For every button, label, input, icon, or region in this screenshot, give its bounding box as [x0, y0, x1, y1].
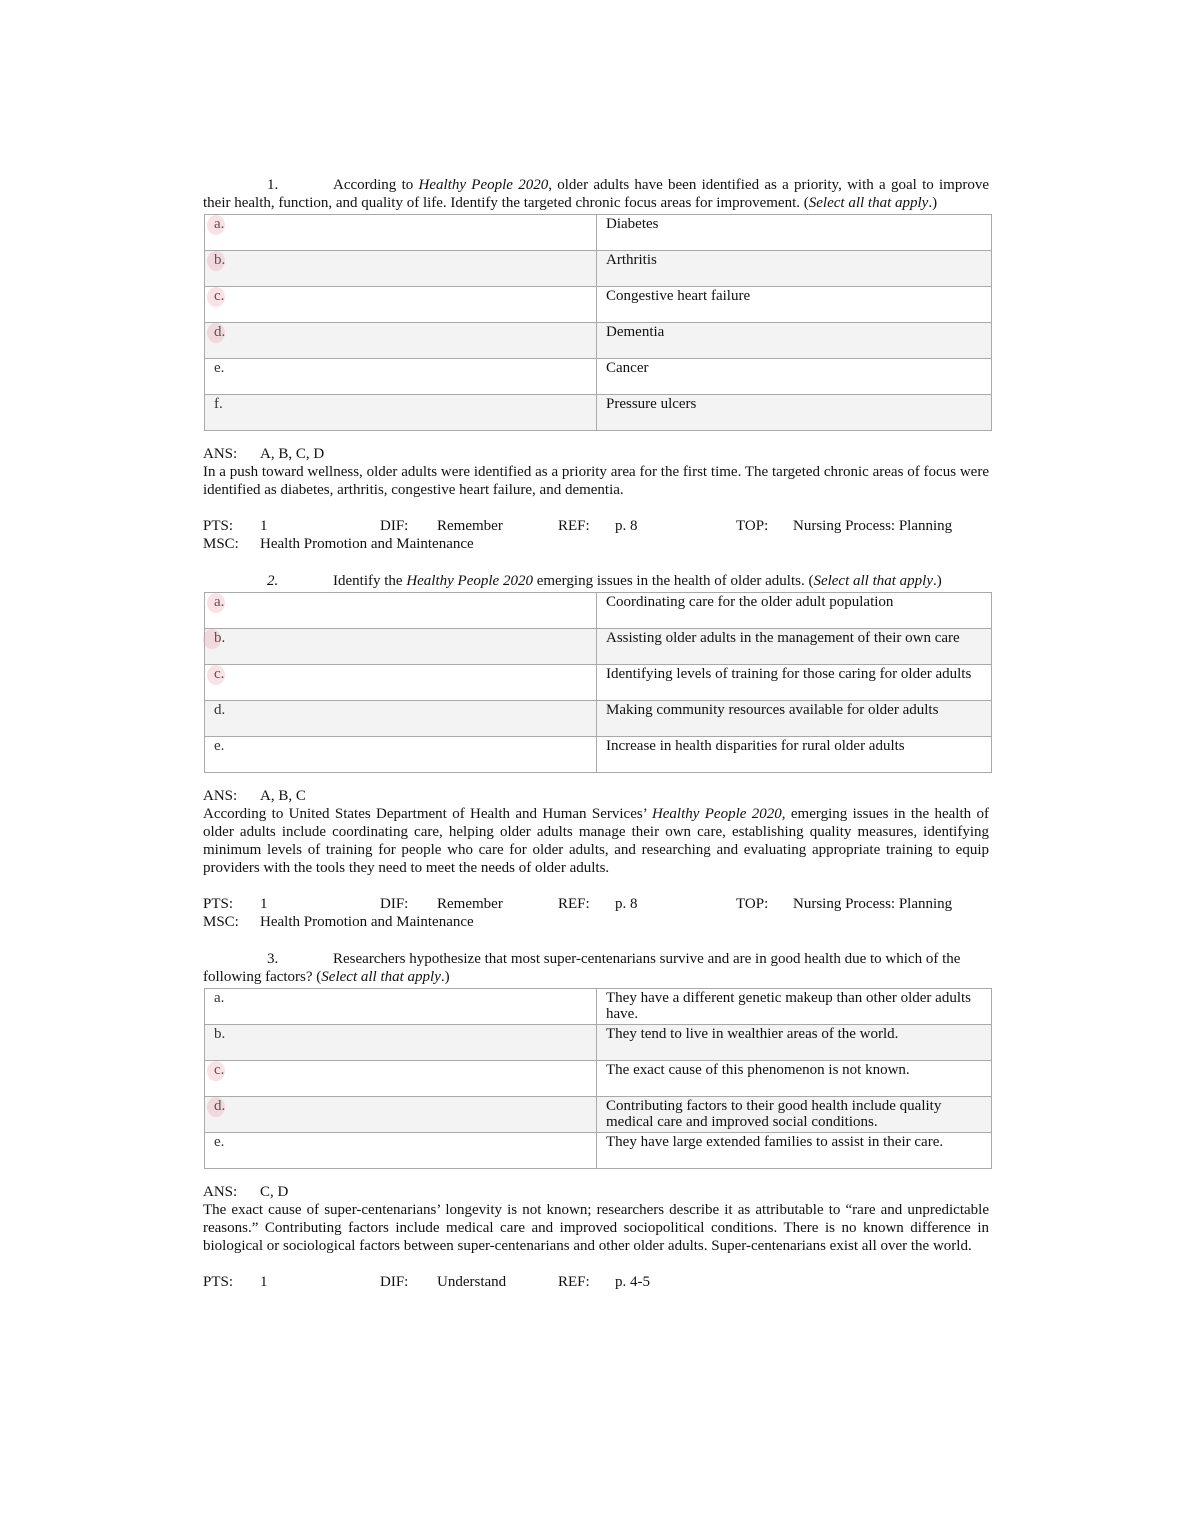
- ref-label: REF:: [558, 518, 590, 534]
- stem-italic: Healthy People 2020: [418, 177, 549, 193]
- rationale-text: According to United States Department of Health and Human Services’: [203, 806, 652, 822]
- ref-value: p. 8: [615, 896, 638, 912]
- option-text: Assisting older adults in the management of their own care: [597, 629, 992, 665]
- option-row[interactable]: [205, 1097, 992, 1133]
- option-row[interactable]: [205, 629, 992, 665]
- options-table: [204, 592, 992, 773]
- stem-text: Identify the: [333, 573, 407, 589]
- msc-value: Health Promotion and Maintenance: [260, 536, 474, 552]
- question-stem: [203, 572, 989, 590]
- msc-label: MSC:: [203, 914, 239, 930]
- pts-value: 1: [260, 896, 268, 912]
- top-label: TOP:: [736, 896, 769, 912]
- option-text: Contributing factors to their good health include quality medical care and improved social conditions.: [597, 1097, 992, 1133]
- answer-highlight-mark: [207, 665, 225, 685]
- top-value: Nursing Process: Planning: [793, 896, 953, 912]
- pts-value: 1: [260, 518, 268, 534]
- top-value: Nursing Process: Planning: [793, 518, 953, 534]
- option-letter: d.: [205, 701, 597, 737]
- rationale: [203, 1201, 989, 1255]
- metadata: [203, 895, 989, 931]
- stem-text: .): [440, 969, 450, 985]
- rationale-text: The exact cause of super-centenarians’ longevity is not known; researchers describe it as attributable to “rare and unpredictable reasons.” Contributing factors include medical care and improved sociopolitical conditions. There is no known difference in biological or sociological factors between super-centenarians and other older adults. Super-centenarians exist all over the world.: [203, 1202, 989, 1254]
- option-row[interactable]: [205, 593, 992, 629]
- rationale: [203, 463, 989, 499]
- option-text: Diabetes: [597, 215, 992, 251]
- metadata: [203, 1273, 989, 1291]
- option-text: The exact cause of this phenomenon is not known.: [597, 1061, 992, 1097]
- option-text: Coordinating care for the older adult population: [597, 593, 992, 629]
- msc-label: MSC:: [203, 536, 239, 552]
- answer-highlight-mark: [203, 629, 221, 649]
- option-text: They have a different genetic makeup than other older adults have.: [597, 989, 992, 1025]
- pts-label: PTS:: [203, 1274, 234, 1290]
- option-row[interactable]: [205, 701, 992, 737]
- answer-value: C, D: [260, 1184, 289, 1200]
- answer-label: ANS:: [203, 788, 238, 804]
- dif-label: DIF:: [380, 518, 409, 534]
- option-letter: b.: [205, 251, 597, 287]
- top-label: TOP:: [736, 518, 769, 534]
- answer-highlight-mark: [207, 251, 225, 271]
- ref-value: p. 8: [615, 518, 638, 534]
- dif-value: Understand: [437, 1274, 507, 1290]
- answer-highlight-mark: [207, 1061, 225, 1081]
- pts-label: PTS:: [203, 518, 234, 534]
- answer-label: ANS:: [203, 1184, 238, 1200]
- option-row[interactable]: [205, 1061, 992, 1097]
- question-stem: [203, 176, 989, 212]
- option-row[interactable]: [205, 287, 992, 323]
- option-text: Congestive heart failure: [597, 287, 992, 323]
- option-text: Making community resources available for older adults: [597, 701, 992, 737]
- stem-text: , older adults have been identified as a priority, with a goal to improve their health, function, and quality of life. Identify the targeted chronic focus areas for improvement. (: [203, 177, 989, 211]
- rationale-italic: Healthy People 2020: [651, 806, 782, 822]
- option-text: Increase in health disparities for rural older adults: [597, 737, 992, 773]
- rationale-text: In a push toward wellness, older adults were identified as a priority area for the first time. The targeted chronic areas of focus were identified as diabetes, arthritis, congestive heart failure, and dementia.: [203, 464, 989, 498]
- dif-label: DIF:: [380, 1274, 409, 1290]
- answer-label: ANS:: [203, 446, 238, 462]
- option-letter: e.: [205, 737, 597, 773]
- option-letter: d.: [205, 1097, 597, 1133]
- options-table: [204, 988, 992, 1169]
- stem-text: emerging issues in the health of older adults. (: [532, 573, 814, 589]
- answer-highlight-mark: [207, 215, 225, 235]
- option-text: Pressure ulcers: [597, 395, 992, 431]
- option-letter: b.: [205, 1025, 597, 1061]
- msc-value: Health Promotion and Maintenance: [260, 914, 474, 930]
- question-2: [203, 572, 989, 931]
- ref-label: REF:: [558, 1274, 590, 1290]
- question-3: [203, 950, 989, 1291]
- stem-text: .): [928, 195, 938, 211]
- answer-highlight-mark: [207, 323, 225, 343]
- question-number: 1.: [267, 177, 279, 193]
- option-row[interactable]: [205, 395, 992, 431]
- option-letter: a.: [205, 215, 597, 251]
- answer-highlight-mark: [207, 287, 225, 307]
- stem-text: According to: [333, 177, 419, 193]
- option-text: Cancer: [597, 359, 992, 395]
- option-text: Identifying levels of training for those caring for older adults: [597, 665, 992, 701]
- metadata: [203, 517, 989, 553]
- answer-highlight-mark: [207, 1097, 225, 1117]
- option-text: Dementia: [597, 323, 992, 359]
- option-row[interactable]: [205, 251, 992, 287]
- option-row[interactable]: [205, 1025, 992, 1061]
- option-text: They have large extended families to assist in their care.: [597, 1133, 992, 1169]
- option-row[interactable]: [205, 1133, 992, 1169]
- option-row[interactable]: [205, 323, 992, 359]
- option-letter: f.: [205, 395, 597, 431]
- rationale: [203, 805, 989, 877]
- answer-value: A, B, C: [260, 788, 306, 804]
- stem-italic: Select all that apply: [813, 573, 934, 589]
- option-letter: e.: [205, 1133, 597, 1169]
- option-text: Arthritis: [597, 251, 992, 287]
- document-page: [203, 176, 989, 1310]
- option-letter: d.: [205, 323, 597, 359]
- question-stem: [203, 950, 989, 986]
- answer-value: A, B, C, D: [260, 446, 325, 462]
- stem-text: .): [933, 573, 942, 589]
- answer-highlight-mark: [207, 593, 225, 613]
- question-1: [203, 176, 989, 553]
- pts-label: PTS:: [203, 896, 234, 912]
- option-row[interactable]: [205, 665, 992, 701]
- option-row[interactable]: [205, 215, 992, 251]
- option-letter: e.: [205, 359, 597, 395]
- question-number: 2.: [267, 573, 279, 589]
- option-letter: c.: [205, 287, 597, 323]
- option-letter: c.: [205, 665, 597, 701]
- option-letter: a.: [205, 593, 597, 629]
- pts-value: 1: [260, 1274, 268, 1290]
- option-letter: c.: [205, 1061, 597, 1097]
- ref-label: REF:: [558, 896, 590, 912]
- answer-line: [203, 1183, 989, 1201]
- stem-italic: Select all that apply: [808, 195, 929, 211]
- option-letter: a.: [205, 989, 597, 1025]
- dif-value: Remember: [437, 518, 503, 534]
- options-table: [204, 214, 992, 431]
- option-row[interactable]: [205, 737, 992, 773]
- stem-text: Researchers hypothesize that most super-centenarians survive and are in good health due to which of the following factors? (: [203, 951, 961, 985]
- stem-italic: Healthy People 2020: [406, 573, 533, 589]
- dif-value: Remember: [437, 896, 503, 912]
- rationale-text: , emerging issues in the health of older adults include coordinating care, helping older adults manage their own care, establishing quality measures, identifying minimum levels of training for people who care for older adults, and researching and evaluating appropriate training to equip providers with the tools they need to meet the needs of older adults.: [203, 806, 989, 876]
- ref-value: p. 4-5: [615, 1274, 650, 1290]
- answer-line: [203, 445, 989, 463]
- dif-label: DIF:: [380, 896, 409, 912]
- option-letter: b.: [205, 629, 597, 665]
- question-number: 3.: [267, 951, 279, 967]
- option-row[interactable]: [205, 359, 992, 395]
- option-text: They tend to live in wealthier areas of the world.: [597, 1025, 992, 1061]
- answer-line: [203, 787, 989, 805]
- option-row[interactable]: [205, 989, 992, 1025]
- stem-italic: Select all that apply: [321, 969, 441, 985]
